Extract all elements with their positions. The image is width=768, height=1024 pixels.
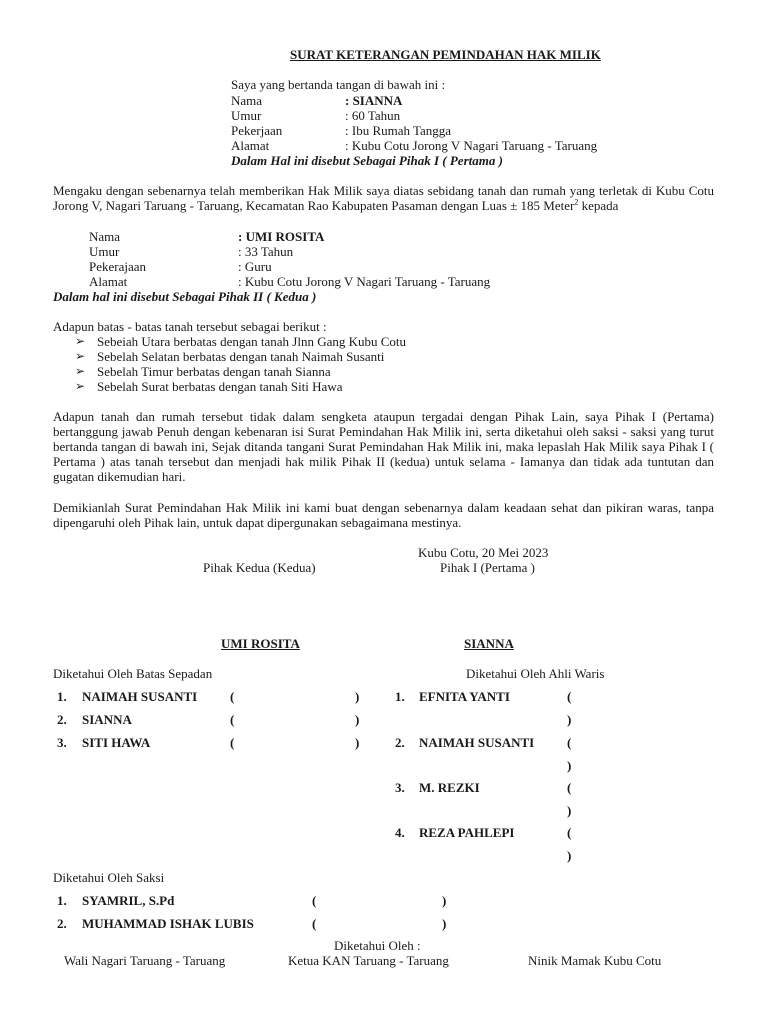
boundary-item-north: ➢ Sebeiah Utara berbatas dengan tanah Jlnn Gang Kubu Cotu [97, 334, 406, 349]
closing-paragraph: Demikianlah Surat Pemindahan Hak Milik ini kami buat dengan sebenarnya dalam keadaan sehat dan pikiran waras, tanpa dipengaruhi oleh Pihak lain, untuk dapat dipergunakan sebagaimana mestinya. [53, 500, 714, 530]
boundaries-intro: Adapun batas - batas tanah tersebut sebagai berikut : [53, 319, 327, 334]
paren-open: ( [567, 735, 572, 750]
heir-name: EFNITA YANTI [419, 689, 510, 704]
paren-close: ) [355, 735, 360, 750]
witness-name: MUHAMMAD ISHAK LUBIS [82, 916, 254, 931]
paren-open: ( [230, 689, 235, 704]
witness-num: 2. [57, 916, 67, 931]
party2-designation: Dalam hal ini disebut Sebagai Pihak II ( Kedua ) [53, 289, 317, 304]
heir-num: 1. [395, 689, 405, 704]
signatory-pihak-kedua: UMI ROSITA [221, 636, 300, 651]
heir-num: 2. [395, 735, 405, 750]
witness-num: 1. [57, 893, 67, 908]
paren-close: ) [567, 758, 572, 773]
area-unit-superscript: 2 [574, 197, 579, 207]
neighbor-num: 2. [57, 712, 67, 727]
paren-open: ( [567, 689, 572, 704]
boundary-item-west: ➢ Sebelah Surat berbatas dengan tanah Siti Hawa [97, 379, 342, 394]
intro-text: Saya yang bertanda tangan di bawah ini : [231, 77, 446, 92]
boundary-item-south: ➢ Sebelah Selatan berbatas dengan tanah Naimah Susanti [97, 349, 384, 364]
heir-num: 4. [395, 825, 405, 840]
known-by-heading: Diketahui Oleh : [334, 938, 421, 953]
heir-name: NAIMAH SUSANTI [419, 735, 535, 750]
official-ketua-kan: Ketua KAN Taruang - Taruang [288, 953, 449, 968]
party2-label-umur: Umur [89, 244, 120, 259]
party2-value-umur: : 33 Tahun [238, 244, 294, 259]
party1-label-alamat: Alamat [231, 138, 270, 153]
witness-name: SYAMRIL, S.Pd [82, 893, 175, 908]
document-title: SURAT KETERANGAN PEMINDAHAN HAK MILIK [290, 47, 601, 62]
pihak-kedua-label: Pihak Kedua (Kedua) [203, 560, 316, 575]
party2-label-nama: Nama [89, 229, 121, 244]
official-ninik-mamak: Ninik Mamak Kubu Cotu [528, 953, 662, 968]
transfer-paragraph [53, 183, 714, 213]
party1-value-pekerjaan: : Ibu Rumah Tangga [345, 123, 452, 138]
neighbor-name: NAIMAH SUSANTI [82, 689, 198, 704]
paren-close: ) [567, 712, 572, 727]
paren-open: ( [567, 825, 572, 840]
paren-close: ) [567, 803, 572, 818]
party1-label-umur: Umur [231, 108, 262, 123]
heir-name: M. REZKI [419, 780, 480, 795]
place-date: Kubu Cotu, 20 Mei 2023 [418, 545, 549, 560]
neighbor-num: 1. [57, 689, 67, 704]
witnesses-heading: Diketahui Oleh Saksi [53, 870, 165, 885]
paren-close: ) [567, 848, 572, 863]
paren-open: ( [312, 893, 317, 908]
party1-label-pekerjaan: Pekerjaan [231, 123, 283, 138]
heir-name: REZA PAHLEPI [419, 825, 515, 840]
neighbor-name: SIANNA [82, 712, 132, 727]
party2-label-pekerjaan: Pekerajaan [89, 259, 147, 274]
heir-num: 3. [395, 780, 405, 795]
paren-open: ( [230, 735, 235, 750]
paren-close: ) [355, 712, 360, 727]
party2-value-alamat: : Kubu Cotu Jorong V Nagari Taruang - Taruang [238, 274, 491, 289]
neighbors-heading: Diketahui Oleh Batas Sepadan [53, 666, 213, 681]
paren-close: ) [442, 916, 447, 931]
party2-value-pekerjaan: : Guru [238, 259, 272, 274]
signatory-pihak-pertama: SIANNA [464, 636, 514, 651]
neighbor-name: SITI HAWA [82, 735, 151, 750]
pihak-pertama-label: Pihak I (Pertama ) [440, 560, 535, 575]
party2-value-nama: : UMI ROSITA [238, 229, 325, 244]
party1-designation: Dalam Hal ini disebut Sebagai Pihak I ( Pertama ) [231, 153, 503, 168]
paren-close: ) [442, 893, 447, 908]
party1-value-umur: : 60 Tahun [345, 108, 401, 123]
paren-open: ( [312, 916, 317, 931]
paren-open: ( [230, 712, 235, 727]
paren-open: ( [567, 780, 572, 795]
heirs-heading: Diketahui Oleh Ahli Waris [466, 666, 605, 681]
transfer-paragraph-text: Mengaku dengan sebenarnya telah memberikan Hak Milik saya diatas sebidang tanah dan rumah yang terletak di Kubu Cotu Jorong V, Nagari Taruang - Taruang, Kecamatan Rao Kabupaten Pasaman dengan Luas ± 185 Meter [53, 183, 714, 213]
official-wali-nagari: Wali Nagari Taruang - Taruang [64, 953, 226, 968]
party2-label-alamat: Alamat [89, 274, 128, 289]
neighbor-num: 3. [57, 735, 67, 750]
boundary-item-east: ➢ Sebelah Timur berbatas dengan tanah Sianna [97, 364, 331, 379]
party1-label-nama: Nama [231, 93, 263, 108]
paren-close: ) [355, 689, 360, 704]
party1-value-alamat: : Kubu Cotu Jorong V Nagari Taruang - Taruang [345, 138, 598, 153]
party1-value-nama: : SIANNA [345, 93, 403, 108]
transfer-paragraph-tail: kepada [578, 198, 619, 213]
status-paragraph: Adapun tanah dan rumah tersebut tidak dalam sengketa ataupun tergadai dengan Pihak Lain, saya Pihak I (Pertama) bertanggung jawab Penuh dengan kebenaran isi Surat Pemindahan Hak Milik ini, serta diketahui oleh saksi - saksi yang turut bertanda tangan di bawah ini, Sejak ditanda tangani Surat Pemindahan Hak Milik ini, maka lepaslah Hak Milik saya Pihak I ( Pertama ) atas tanah tersebut dan menjadi hak milik Pihak II (kedua) untuk selama - Iamanya dan tidak ada tuntutan dan gugatan dikemudian hari. [53, 409, 714, 484]
